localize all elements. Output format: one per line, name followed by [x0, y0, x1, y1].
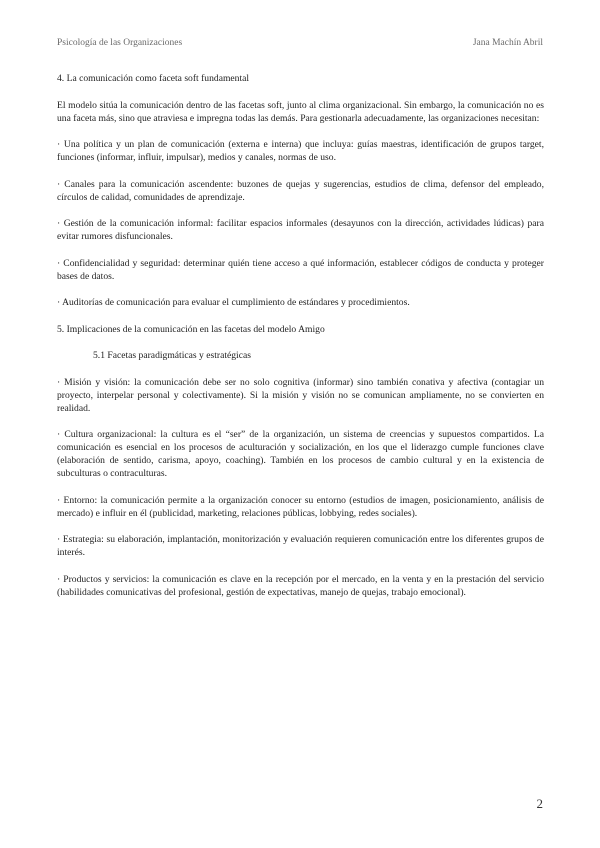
paragraph: · Confidencialidad y seguridad: determinar quién tiene acceso a qué información, establecer códigos de conducta y proteger bases de datos.	[57, 257, 544, 282]
paragraph: · Una política y un plan de comunicación (externa e interna) que incluya: guías maestras, identificación de grupos target, funciones (informar, influir, impulsar), medios y canales, normas de uso.	[57, 139, 544, 163]
paragraph: · Canales para la comunicación ascendente: buzones de quejas y sugerencias, estudios de clima, defensor del empleado, círculos de calidad, comunidades de aprendizaje.	[57, 178, 544, 203]
document-body	[57, 72, 544, 612]
paragraph: · Entorno: la comunicación permite a la organización conocer su entorno (estudios de imagen, posicionamiento, análisis de mercado) e influir en él (publicidad, marketing, relaciones públicas, lobbying, redes sociales).	[57, 494, 544, 519]
page-header	[57, 38, 543, 48]
paragraph: · Auditorías de comunicación para evaluar el cumplimiento de estándares y procedimientos.	[57, 297, 410, 308]
paragraph: · Misión y visión: la comunicación debe ser no solo cognitiva (informar) sino también conativa y afectiva (contagiar un proyecto, interpelar personal y colectivamente). Si la misión y visión no se comunican ampliamente, no se convierten en realidad.	[57, 376, 544, 414]
paragraph: · Productos y servicios: la comunicación es clave en la recepción por el mercado, en la venta y en la prestación del servicio (habilidades comunicativas del profesional, gestión de expectativas, manejo de quejas, trabajo emocional).	[57, 573, 544, 598]
header-author: Jana Machín Abril	[472, 38, 543, 48]
header-course-title: Psicología de las Organizaciones	[57, 38, 183, 48]
page-number: 2	[536, 796, 543, 811]
paragraph: 5. Implicaciones de la comunicación en las facetas del modelo Amigo	[57, 323, 325, 335]
paragraph: · Gestión de la comunicación informal: facilitar espacios informales (desayunos con la dirección, actividades lúdicas) para evitar rumores disfuncionales.	[57, 218, 544, 242]
paragraph: · Cultura organizacional: la cultura es el “ser” de la organización, un sistema de creencias y supuestos compartidos. La comunicación es esencial en los procesos de aculturación y socialización, en los que el liderazgo cumple funciones clave (elaboración de sentido, carisma, apoyo, coaching). También en los procesos de cambio cultural y en la existencia de subculturas o contraculturas.	[57, 429, 544, 479]
paragraph: · Estrategia: su elaboración, implantación, monitorización y evaluación requieren comunicación entre los diferentes grupos de interés.	[57, 534, 544, 558]
paragraph: El modelo sitúa la comunicación dentro de las facetas soft, junto al clima organizacional. Sin embargo, la comunicación no es una faceta más, sino que atraviesa e impregna todas las demás. Para gestionarla adecuadamente, las organizaciones necesitan:	[57, 99, 544, 124]
paragraph: 4. La comunicación como faceta soft fundamental	[57, 73, 250, 84]
paragraph: 5.1 Facetas paradigmáticas y estratégicas	[93, 350, 251, 361]
